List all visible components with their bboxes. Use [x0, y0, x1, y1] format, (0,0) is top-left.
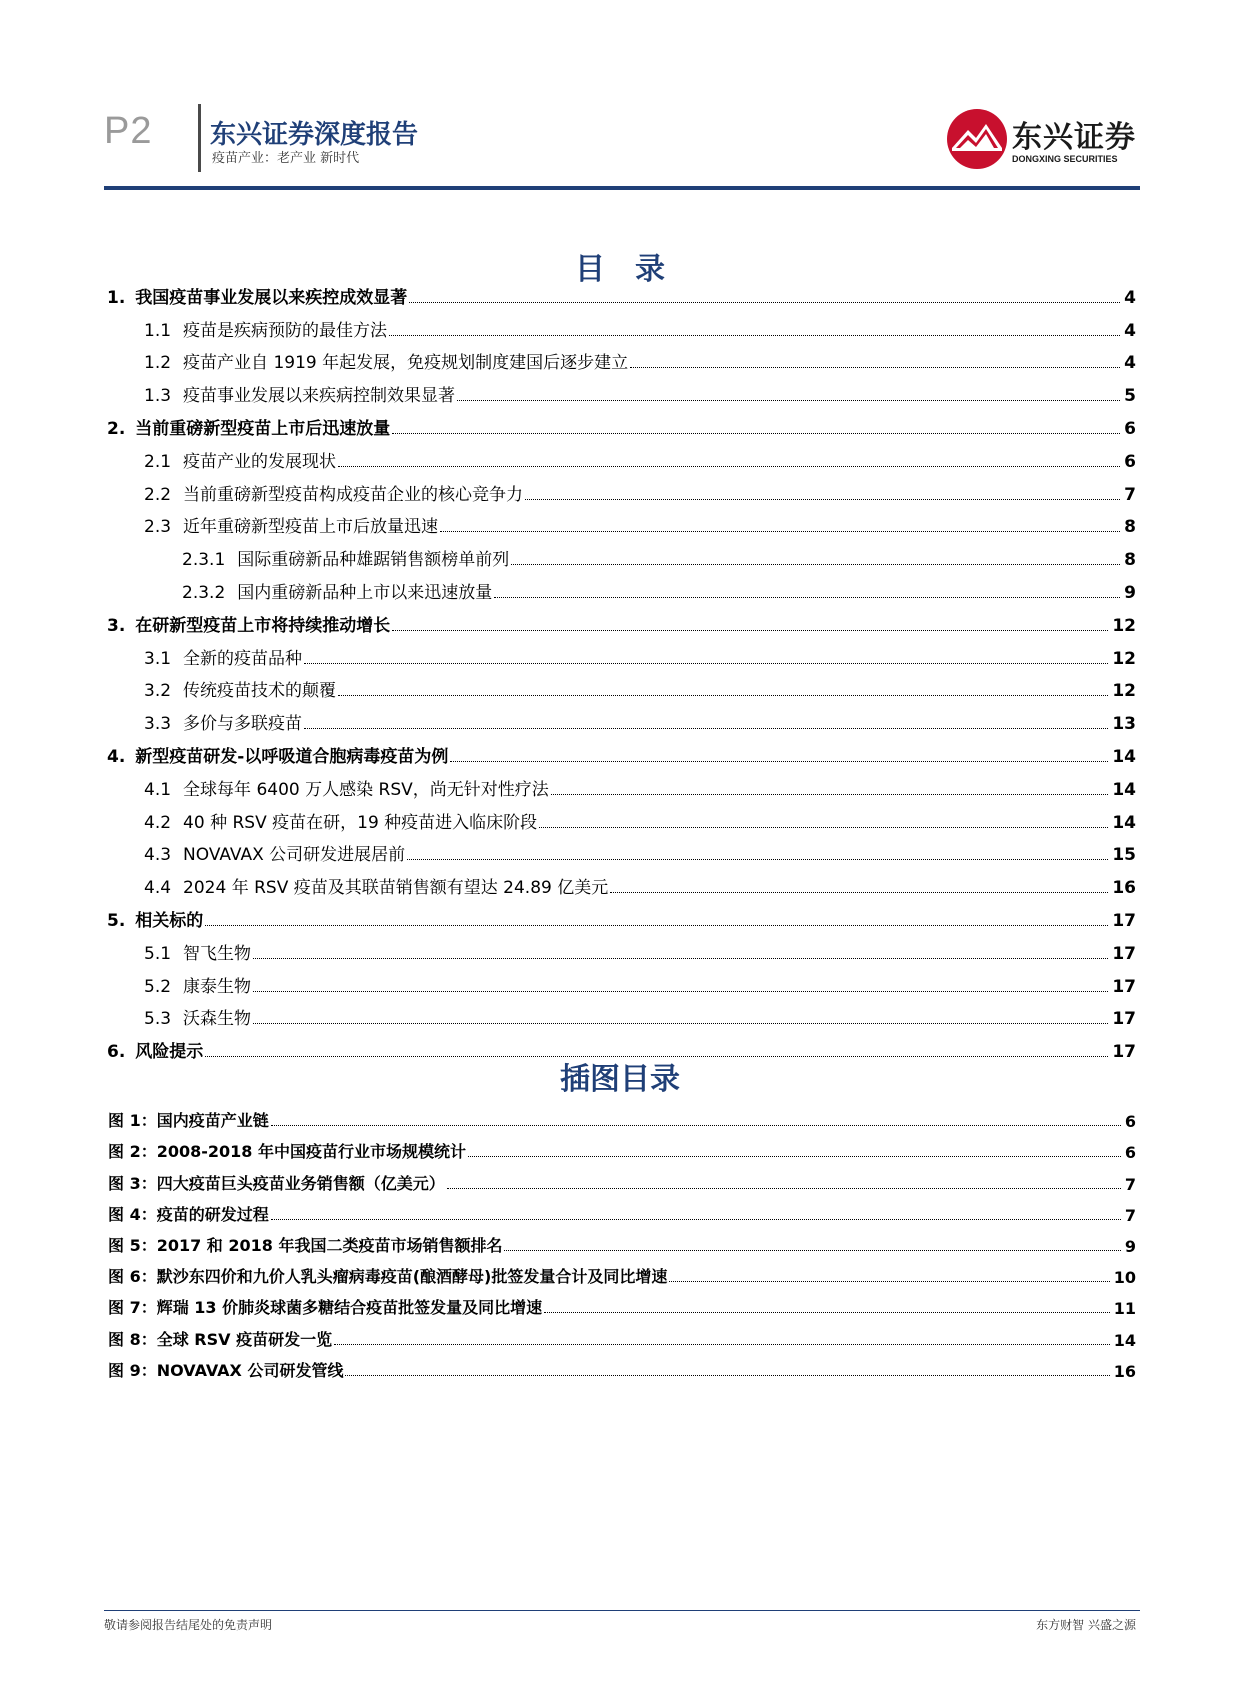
figure-entry-title: 图 1：国内疫苗产业链 — [108, 1111, 269, 1131]
dot-leader — [669, 1281, 1109, 1282]
figure-entry-title: 图 7：辉瑞 13 价肺炎球菌多糖结合疫苗批签发量及同比增速 — [108, 1298, 543, 1318]
toc-entry[interactable] — [104, 537, 1136, 570]
toc-entry-title: 疫苗产业的发展现状 — [183, 451, 337, 472]
toc-entry-page: 16 — [1112, 878, 1136, 899]
logo-chinese-name: 东兴证券 — [1012, 120, 1136, 155]
dot-leader — [271, 1219, 1121, 1220]
toc-entry-page: 17 — [1112, 1009, 1136, 1030]
figure-entry-title: 图 2：2008-2018 年中国疫苗行业市场规模统计 — [108, 1142, 466, 1162]
figures-title: 插图目录 — [560, 1062, 680, 1097]
dot-leader — [392, 630, 1108, 631]
toc-entry-number: 2.1 — [144, 451, 172, 472]
toc-entry-page: 12 — [1112, 681, 1136, 702]
toc-entry[interactable] — [104, 505, 1136, 538]
figure-entry-title: 图 6：默沙东四价和九价人乳头瘤病毒疫苗(酿酒酵母)批签发量合计及同比增速 — [108, 1267, 668, 1287]
figure-entry[interactable] — [104, 1162, 1136, 1193]
footer-slogan: 东方财智 兴盛之源 — [1036, 1618, 1136, 1632]
toc-entry-title: 沃森生物 — [183, 1009, 252, 1030]
dot-leader — [304, 663, 1108, 664]
dot-leader — [544, 1312, 1110, 1313]
toc-entry-page: 17 — [1112, 943, 1136, 964]
toc-entry-title: 国内重磅新品种上市以来迅速放量 — [237, 582, 493, 603]
toc-entry-title: 疫苗是疾病预防的最佳方法 — [183, 320, 388, 341]
report-subtitle: 疫苗产业：老产业 新时代 — [212, 151, 360, 166]
toc-entry-number: 3.2 — [144, 681, 172, 702]
toc-entry[interactable] — [104, 472, 1136, 505]
toc-entry[interactable] — [104, 341, 1136, 374]
toc-entry-title: NOVAVAX 公司研发进展居前 — [183, 845, 406, 866]
toc-entry-number: 1.2 — [144, 353, 172, 374]
dot-leader — [409, 302, 1120, 303]
dot-leader — [447, 1188, 1121, 1189]
toc-entry-title: 近年重磅新型疫苗上市后放量迅速 — [183, 517, 439, 538]
toc-entry[interactable] — [104, 308, 1136, 341]
dot-leader — [551, 794, 1109, 795]
figure-entry-title: 图 8：全球 RSV 疫苗研发一览 — [108, 1329, 333, 1349]
dot-leader — [253, 958, 1108, 959]
toc-entry-number: 5. — [107, 910, 126, 931]
dot-leader — [271, 1125, 1121, 1126]
toc-entry-page: 8 — [1124, 517, 1136, 538]
toc-entry-title: 当前重磅新型疫苗上市后迅速放量 — [135, 418, 391, 439]
toc-entry-title: 全球每年 6400 万人感染 RSV，尚无针对性疗法 — [183, 779, 549, 800]
toc-entry[interactable] — [104, 800, 1136, 833]
figure-entry-page: 16 — [1113, 1361, 1136, 1381]
figure-entry[interactable] — [104, 1194, 1136, 1225]
figure-entry-page: 7 — [1124, 1205, 1136, 1225]
toc-entry-number: 6. — [107, 1042, 126, 1063]
toc-entry-title: 2024 年 RSV 疫苗及其联苗销售额有望达 24.89 亿美元 — [183, 878, 609, 899]
figure-entry[interactable] — [104, 1131, 1136, 1162]
dot-leader — [407, 859, 1108, 860]
toc-entry-page: 17 — [1112, 976, 1136, 997]
dot-leader — [457, 400, 1120, 401]
dot-leader — [253, 1023, 1108, 1024]
toc-entry-number: 2.3.2 — [182, 582, 226, 603]
toc-entry-page: 12 — [1112, 648, 1136, 669]
toc-entry-title: 40 种 RSV 疫苗在研，19 种疫苗进入临床阶段 — [183, 812, 538, 833]
toc-entry[interactable] — [104, 669, 1136, 702]
toc-entry-title: 多价与多联疫苗 — [183, 714, 303, 735]
figure-entry-page: 14 — [1113, 1330, 1136, 1350]
dot-leader — [338, 695, 1108, 696]
figure-entry-title: 图 4：疫苗的研发过程 — [108, 1204, 269, 1224]
toc-entry-title: 新型疫苗研发-以呼吸道合胞病毒疫苗为例 — [135, 746, 449, 767]
toc-entry-title: 疫苗产业自 1919 年起发展，免疫规划制度建国后逐步建立 — [183, 353, 629, 374]
footer-rule — [104, 1610, 1140, 1611]
figure-entry-page: 11 — [1113, 1299, 1136, 1319]
dot-leader — [468, 1156, 1121, 1157]
figure-entry-page: 6 — [1124, 1143, 1136, 1163]
toc-entry-title: 全新的疫苗品种 — [183, 648, 303, 669]
toc-entry-number: 2.2 — [144, 484, 172, 505]
toc-entry-title: 传统疫苗技术的颠覆 — [183, 681, 337, 702]
dot-leader — [440, 531, 1120, 532]
figure-entry-title: 图 9：NOVAVAX 公司研发管线 — [108, 1360, 344, 1380]
toc-entry-page: 4 — [1124, 353, 1136, 374]
toc-entry-page: 17 — [1112, 1042, 1136, 1063]
toc-entry-number: 1. — [107, 287, 126, 308]
toc-entry[interactable] — [104, 373, 1136, 406]
toc-entry-page: 12 — [1112, 615, 1136, 636]
toc-entry-number: 3.3 — [144, 714, 172, 735]
toc-entry-page: 13 — [1112, 714, 1136, 735]
dot-leader — [450, 761, 1108, 762]
dot-leader — [511, 564, 1120, 565]
dot-leader — [539, 827, 1108, 828]
figure-entry[interactable] — [104, 1256, 1136, 1287]
toc-entry-number: 2. — [107, 418, 126, 439]
toc-entry-page: 9 — [1124, 582, 1136, 603]
toc-entry[interactable] — [104, 767, 1136, 800]
toc-entry-title: 智飞生物 — [183, 943, 252, 964]
list-of-figures — [104, 1100, 1136, 1381]
toc-entry-title: 当前重磅新型疫苗构成疫苗企业的核心竞争力 — [183, 484, 524, 505]
figure-entry[interactable] — [104, 1225, 1136, 1256]
figure-entry-title: 图 3：四大疫苗巨头疫苗业务销售额（亿美元） — [108, 1173, 445, 1193]
toc-entry-number: 2.3.1 — [182, 550, 226, 571]
toc-entry-title: 国际重磅新品种雄踞销售额榜单前列 — [237, 550, 510, 571]
toc-entry-page: 4 — [1124, 320, 1136, 341]
toc-title: 目 录 — [575, 252, 665, 287]
dot-leader — [504, 1250, 1120, 1251]
figure-entry-title: 图 5：2017 和 2018 年我国二类疫苗市场销售额排名 — [108, 1235, 503, 1255]
toc-entry-page: 7 — [1124, 484, 1136, 505]
toc-entry[interactable] — [104, 931, 1136, 964]
figure-entry[interactable] — [104, 1287, 1136, 1318]
toc-entry-page: 15 — [1112, 845, 1136, 866]
dot-leader — [253, 991, 1108, 992]
page-header — [0, 0, 1240, 190]
table-of-contents — [104, 275, 1136, 1062]
toc-entry-page: 14 — [1112, 746, 1136, 767]
dot-leader — [389, 335, 1120, 336]
toc-entry-title: 相关标的 — [135, 910, 204, 931]
toc-entry[interactable] — [104, 570, 1136, 603]
toc-entry-page: 6 — [1124, 418, 1136, 439]
header-rule — [104, 186, 1140, 190]
figure-entry[interactable] — [104, 1318, 1136, 1349]
figure-entry-page: 10 — [1113, 1268, 1136, 1288]
toc-entry-number: 4. — [107, 746, 126, 767]
report-title: 东兴证券深度报告 — [210, 120, 419, 150]
dot-leader — [345, 1375, 1109, 1376]
toc-entry-page: 14 — [1112, 812, 1136, 833]
figure-entry-page: 9 — [1124, 1236, 1136, 1256]
toc-entry-page: 17 — [1112, 910, 1136, 931]
dot-leader — [304, 728, 1108, 729]
toc-entry-page: 8 — [1124, 550, 1136, 571]
logo-emblem-icon — [946, 108, 1008, 170]
dot-leader — [392, 433, 1120, 434]
toc-entry-number: 3. — [107, 615, 126, 636]
toc-entry-number: 4.1 — [144, 779, 172, 800]
dot-leader — [610, 892, 1108, 893]
header-divider — [198, 104, 201, 172]
toc-entry-page: 6 — [1124, 451, 1136, 472]
toc-entry-number: 5.3 — [144, 1009, 172, 1030]
dot-leader — [494, 597, 1120, 598]
toc-entry[interactable] — [104, 997, 1136, 1030]
toc-entry-number: 2.3 — [144, 517, 172, 538]
toc-entry-title: 康泰生物 — [183, 976, 252, 997]
toc-entry[interactable] — [104, 833, 1136, 866]
company-logo — [946, 108, 1136, 172]
toc-entry-page: 5 — [1124, 386, 1136, 407]
toc-entry-number: 4.2 — [144, 812, 172, 833]
figure-entry-page: 7 — [1124, 1174, 1136, 1194]
dot-leader — [525, 499, 1120, 500]
figure-entry[interactable] — [104, 1100, 1136, 1131]
dot-leader — [205, 925, 1108, 926]
dot-leader — [630, 367, 1120, 368]
toc-entry-number: 1.1 — [144, 320, 172, 341]
page-number: P2 — [104, 110, 153, 152]
toc-entry[interactable] — [104, 275, 1136, 308]
toc-entry[interactable] — [104, 406, 1136, 439]
figure-entry-page: 6 — [1124, 1112, 1136, 1132]
footer-disclaimer: 敬请参阅报告结尾处的免责声明 — [104, 1618, 273, 1632]
toc-entry[interactable] — [104, 865, 1136, 898]
dot-leader — [334, 1344, 1110, 1345]
toc-entry-number: 4.3 — [144, 845, 172, 866]
toc-entry-title: 疫苗事业发展以来疾病控制效果显著 — [183, 386, 456, 407]
dot-leader — [338, 466, 1120, 467]
toc-entry[interactable] — [104, 898, 1136, 931]
toc-entry-page: 14 — [1112, 779, 1136, 800]
toc-entry[interactable] — [104, 701, 1136, 734]
toc-entry-title: 风险提示 — [135, 1042, 204, 1063]
toc-entry-title: 我国疫苗事业发展以来疾控成效显著 — [135, 287, 408, 308]
toc-entry[interactable] — [104, 439, 1136, 472]
toc-entry-page: 4 — [1124, 287, 1136, 308]
toc-entry-number: 5.1 — [144, 943, 172, 964]
toc-entry-title: 在研新型疫苗上市将持续推动增长 — [135, 615, 391, 636]
toc-entry[interactable] — [104, 603, 1136, 636]
figure-entry[interactable] — [104, 1350, 1136, 1381]
toc-entry-number: 5.2 — [144, 976, 172, 997]
toc-entry[interactable] — [104, 964, 1136, 997]
logo-english-name: DONGXING SECURITIES — [1012, 154, 1118, 164]
toc-entry-number: 1.3 — [144, 386, 172, 407]
toc-entry[interactable] — [104, 636, 1136, 669]
toc-entry[interactable] — [104, 734, 1136, 767]
toc-entry-number: 3.1 — [144, 648, 172, 669]
toc-entry-number: 4.4 — [144, 878, 172, 899]
